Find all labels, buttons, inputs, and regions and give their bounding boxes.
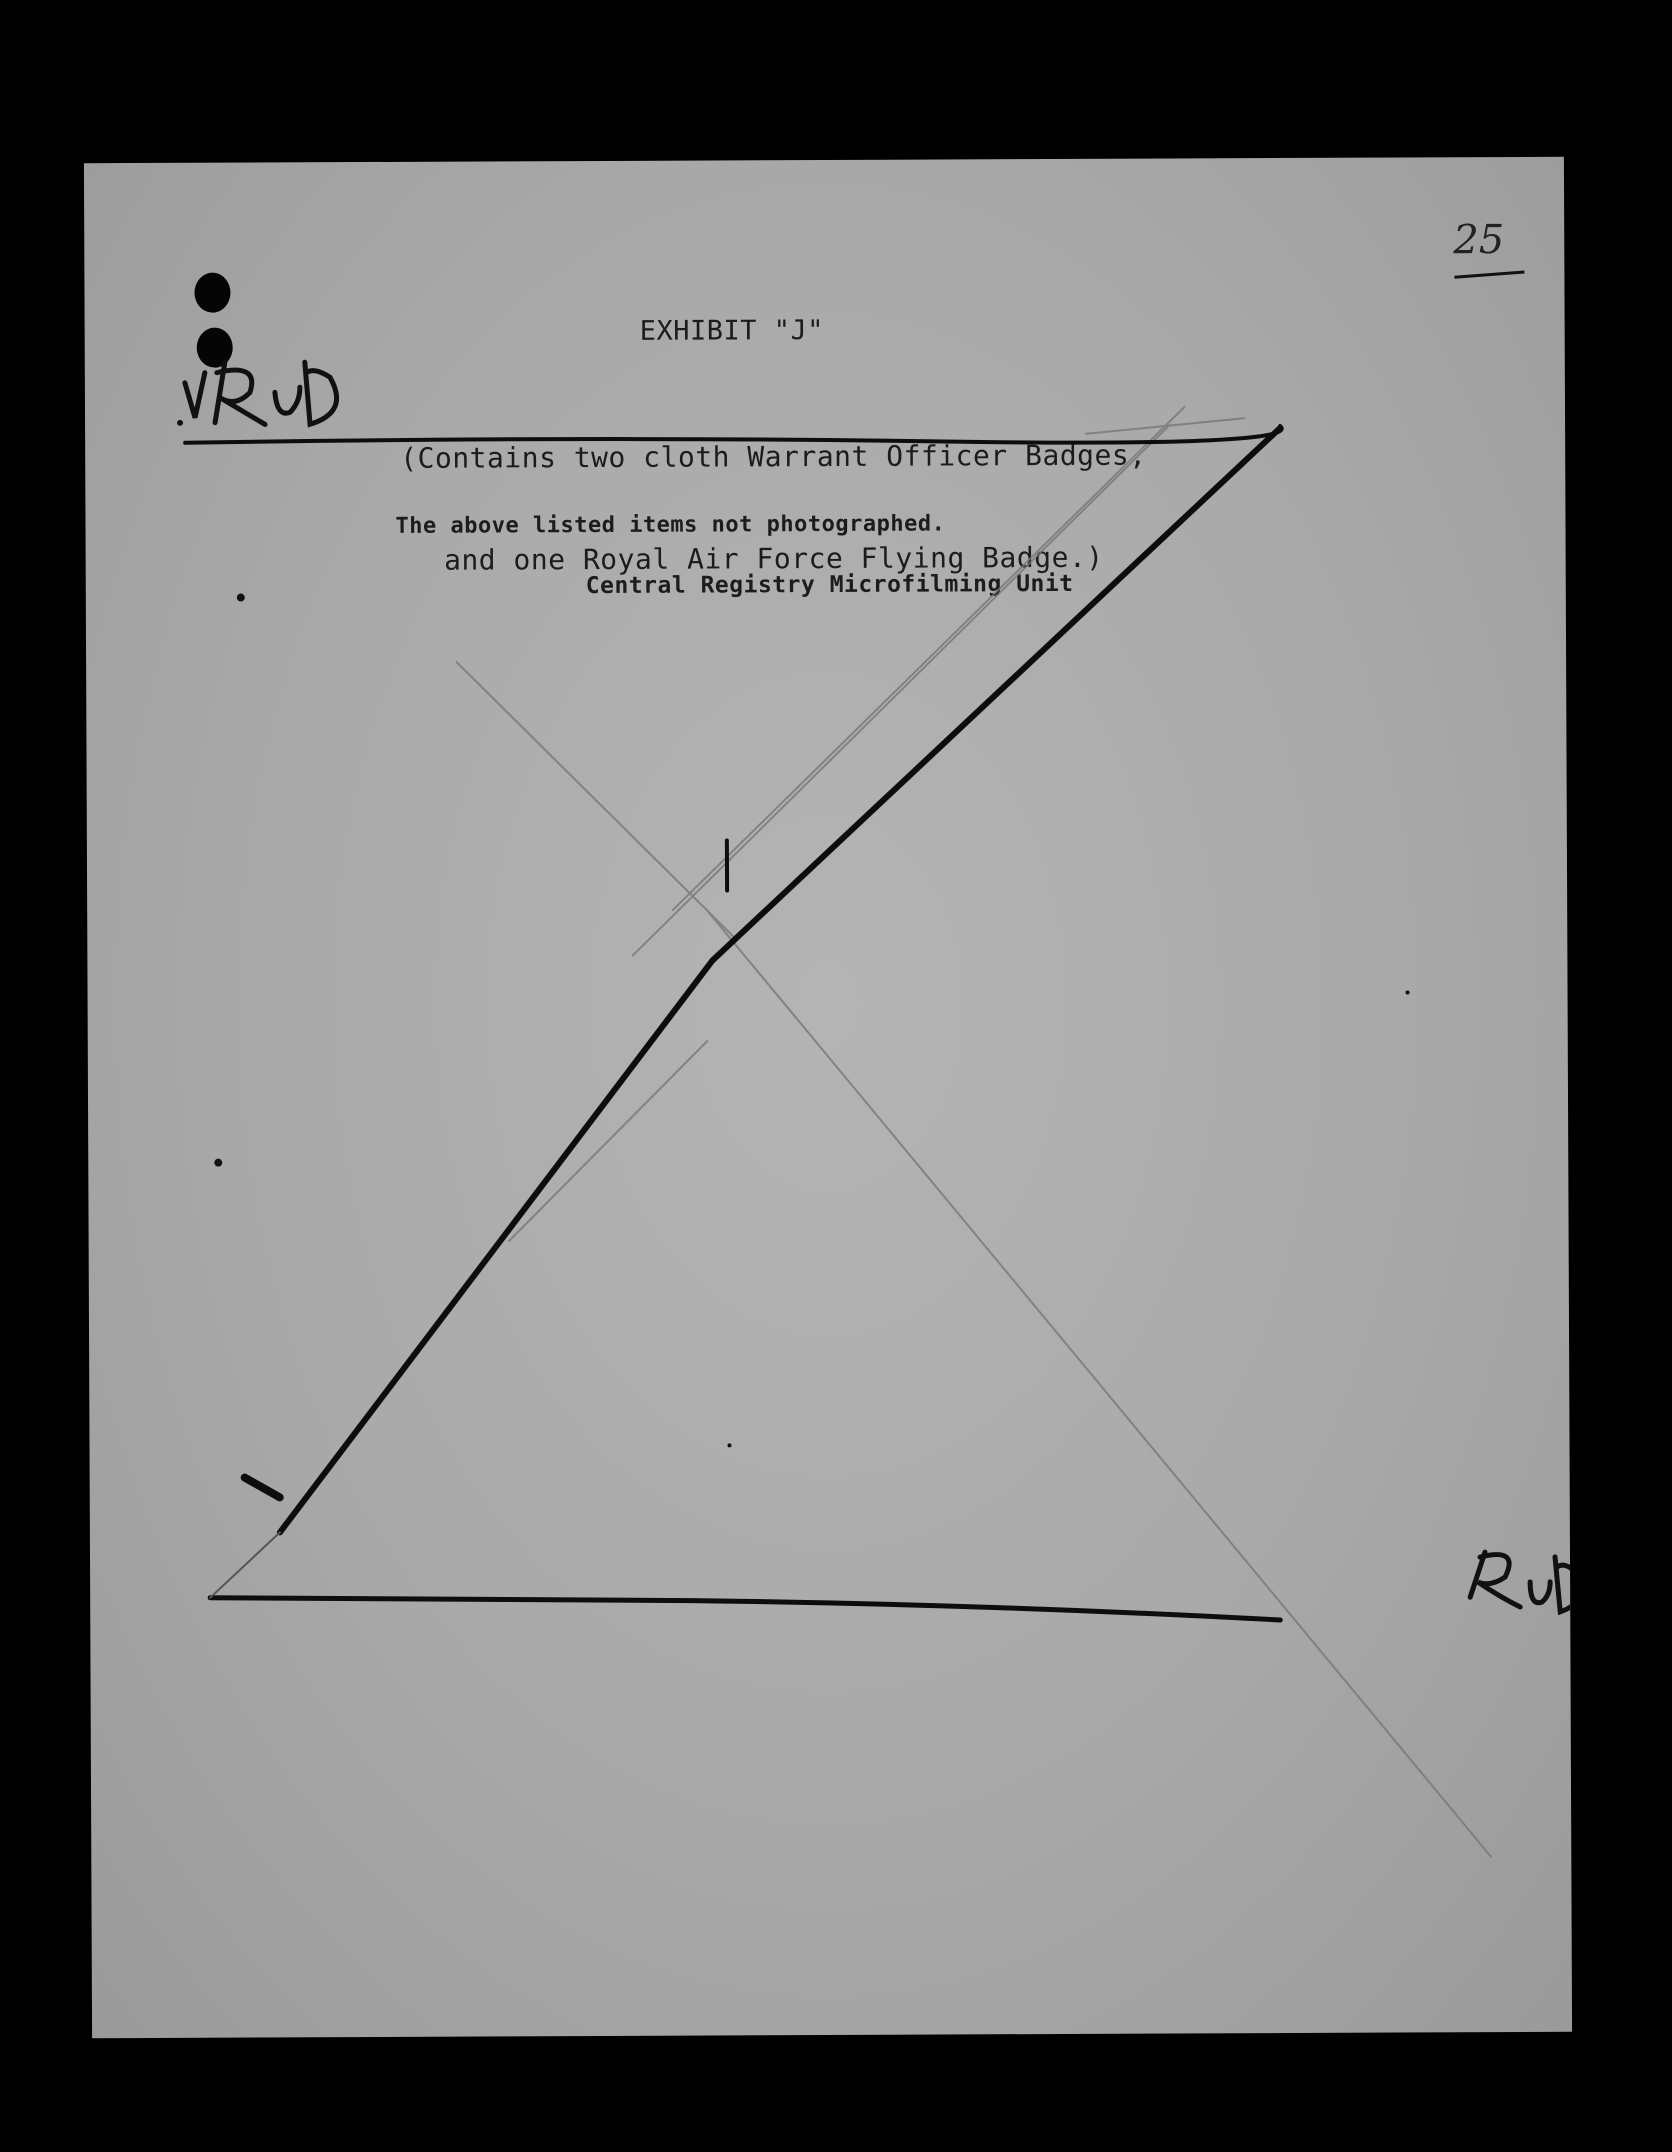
envelope-flap-folds — [455, 405, 1491, 1861]
ink-z-mark — [185, 426, 1287, 1625]
page-number-underline — [1454, 272, 1524, 277]
microfilming-unit-label: Central Registry Microfilming Unit — [585, 570, 1074, 600]
document-page — [84, 157, 1572, 2038]
ink-dots — [177, 414, 1411, 1449]
contents-line-1: (Contains two cloth Warrant Officer Badges, — [400, 438, 1147, 475]
handwritten-initials-bottom — [1470, 1552, 1572, 1612]
envelope-markings — [84, 157, 1572, 2038]
exhibit-title: EXHIBIT "J" — [639, 315, 825, 347]
contents-line-2: and one Royal Air Force Flying Badge.) — [443, 540, 1104, 577]
page-number: 25 — [1453, 217, 1505, 264]
not-photographed-note: The above listed items not photographed. — [395, 511, 946, 539]
handwritten-initials-top — [185, 362, 337, 425]
